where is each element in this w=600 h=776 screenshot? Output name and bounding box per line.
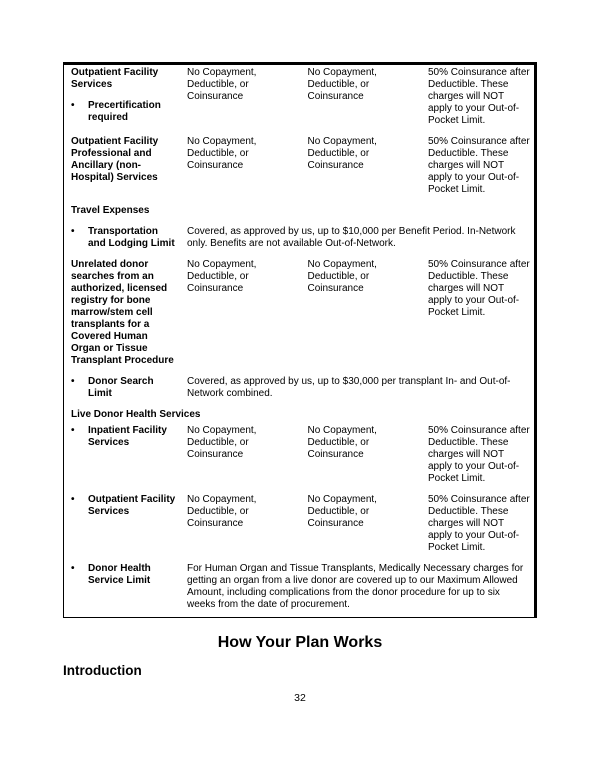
section-row-title: Travel Expenses: [71, 205, 150, 216]
row-travel-expenses-header: [64, 203, 536, 224]
bullet-icon: •: [71, 494, 75, 505]
coverage-cell-3: 50% Coinsurance after Deductible. These charges will NOT apply to your Out-of-Pocket Limit.: [427, 425, 530, 484]
page-number: 32: [294, 692, 306, 704]
row-live-donor-inpatient-facility: [64, 423, 536, 492]
bullet-label: Outpatient Facility Services: [88, 494, 176, 517]
coverage-cell-3: 50% Coinsurance after Deductible. These charges will NOT apply to your Out-of-Pocket Limit.: [427, 67, 530, 126]
benefit-bullet-item: [71, 226, 176, 250]
benefit-name-cell: [64, 224, 180, 257]
benefit-name-cell: [64, 492, 180, 561]
row-live-donor-health-header: [64, 407, 536, 423]
row-donor-search-limit: [64, 374, 536, 407]
row-donor-health-service-limit: [64, 561, 536, 618]
benefit-name-cell: [64, 374, 180, 407]
coverage-cell-3: 50% Coinsurance after Deductible. These charges will NOT apply to your Out-of-Pocket Limit.: [427, 136, 530, 195]
coverage-cell-2: No Copayment, Deductible, or Coinsurance: [307, 494, 377, 529]
bullet-icon: •: [71, 563, 75, 574]
coverage-cell-3: 50% Coinsurance after Deductible. These charges will NOT apply to your Out-of-Pocket Limit.: [427, 494, 530, 553]
benefit-bullet-item: [71, 376, 176, 400]
row-outpatient-facility-services: [64, 64, 536, 135]
coverage-cell-2: No Copayment, Deductible, or Coinsurance: [307, 67, 377, 102]
row-live-donor-outpatient-facility: [64, 492, 536, 561]
bullet-icon: •: [71, 226, 75, 237]
coverage-cell-1: No Copayment, Deductible, or Coinsurance: [186, 494, 257, 529]
bullet-label: Precertification required: [88, 100, 161, 123]
benefit-name-cell: [64, 64, 180, 135]
coverage-cell-3: 50% Coinsurance after Deductible. These charges will NOT apply to your Out-of-Pocket Limit.: [427, 259, 530, 318]
benefit-name-cell: [64, 423, 180, 492]
benefit-description-cell: Covered, as approved by us, up to $10,000 per Benefit Period. In-Network only. Benefits are not available Out-of-Network.: [186, 226, 516, 249]
section-row-title: Live Donor Health Services: [71, 409, 201, 420]
benefit-title: Outpatient Facility Professional and Ancillary (non-Hospital) Services: [71, 136, 159, 183]
row-outpatient-professional-ancillary: [64, 134, 536, 203]
benefits-table: [63, 62, 537, 618]
section-heading: How Your Plan Works: [217, 634, 383, 651]
row-transportation-lodging-limit: [64, 224, 536, 257]
row-unrelated-donor-search: [64, 257, 536, 374]
sub-heading: Introduction: [63, 663, 142, 678]
benefit-name-cell: [64, 561, 180, 618]
benefit-title: Outpatient Facility Services: [71, 67, 159, 90]
benefit-description-cell: For Human Organ and Tissue Transplants, Medically Necessary charges for getting an organ from a live donor are covered up to our Maximum Allowed Amount, including complications from the donor procedure for up to six weeks from the date of procurement.: [186, 563, 524, 610]
coverage-cell-2: No Copayment, Deductible, or Coinsurance: [307, 425, 377, 460]
coverage-cell-1: No Copayment, Deductible, or Coinsurance: [186, 136, 257, 171]
coverage-cell-1: No Copayment, Deductible, or Coinsurance: [186, 67, 257, 102]
bullet-label: Transportation and Lodging Limit: [88, 226, 175, 249]
benefit-bullet-item: [71, 100, 176, 124]
benefit-name-cell: [64, 134, 180, 203]
bullet-icon: •: [71, 425, 75, 436]
benefit-bullet-item: [71, 563, 176, 587]
benefit-bullet-item: [71, 425, 176, 449]
bullet-icon: •: [71, 100, 75, 111]
benefit-name-cell: Unrelated donor searches from an authorized, licensed registry for bone marrow/stem cell transplants for a Covered Human Organ or Tissue Transplant Procedure: [71, 259, 174, 366]
bullet-label: Donor Search Limit: [88, 376, 154, 399]
coverage-cell-2: No Copayment, Deductible, or Coinsurance: [307, 136, 377, 171]
benefit-description-cell: Covered, as approved by us, up to $30,000 per transplant In- and Out-of-Network combined.: [186, 376, 511, 399]
coverage-cell-2: No Copayment, Deductible, or Coinsurance: [307, 259, 377, 294]
coverage-cell-1: No Copayment, Deductible, or Coinsurance: [186, 259, 257, 294]
bullet-icon: •: [71, 376, 75, 387]
coverage-cell-1: No Copayment, Deductible, or Coinsurance: [186, 425, 257, 460]
bullet-label: Donor Health Service Limit: [88, 563, 151, 586]
benefit-bullet-item: [71, 494, 176, 518]
bullet-label: Inpatient Facility Services: [88, 425, 167, 448]
